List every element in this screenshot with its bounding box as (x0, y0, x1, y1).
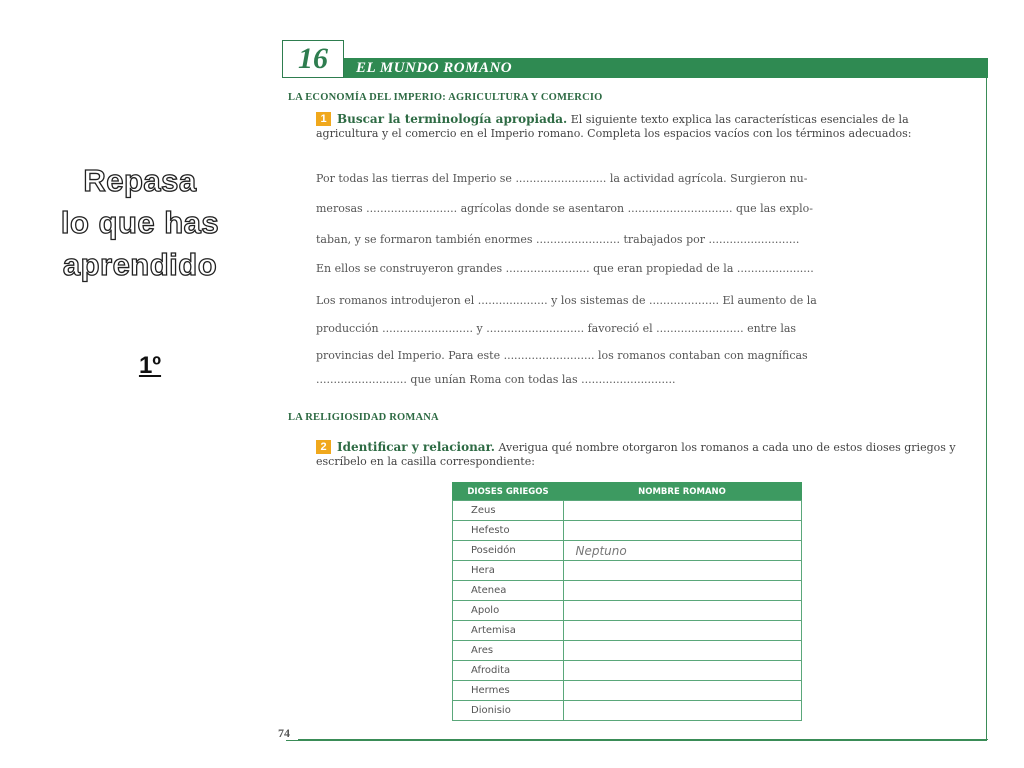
roman-name-cell[interactable] (563, 581, 802, 601)
exercise-2-title: Identificar y relacionar. (337, 440, 495, 454)
level-label: 1º (138, 352, 162, 379)
table-row (453, 561, 802, 581)
sidebar-title-line-1: Repasa (83, 163, 197, 198)
section-title-economy: LA ECONOMÍA DEL IMPERIO: AGRICULTURA Y COMERCIO (288, 92, 603, 103)
roman-name-cell[interactable] (563, 561, 802, 581)
greek-god-name: Ares (453, 641, 564, 661)
sidebar-title-line-2: lo que has (60, 205, 220, 240)
roman-name-cell[interactable] (563, 601, 802, 621)
roman-name-cell[interactable] (563, 621, 802, 641)
fill-line-8[interactable]: .......................... que unían Roma con todas las ........................... (316, 373, 676, 386)
table-row (453, 541, 802, 561)
exercise-1-instructions (316, 112, 956, 140)
table-row (453, 661, 802, 681)
fill-line-6[interactable]: producción .......................... y ............................ favoreció el ......................... entre las (316, 322, 797, 335)
unit-number: 16 (282, 40, 344, 78)
section-title-religion: LA RELIGIOSIDAD ROMANA (288, 412, 439, 423)
greek-god-name: Poseidón (453, 541, 564, 561)
page-number: 74 (278, 726, 290, 740)
table-row (453, 601, 802, 621)
fill-line-7[interactable]: provincias del Imperio. Para este .......................... los romanos contaban con magníficas (316, 349, 808, 362)
exercise-1-text: El siguiente texto explica las características esenciales de la agricultura y el comercio en el Imperio romano. Completa los espacios vacíos con los términos adecuados: (316, 113, 912, 140)
unit-header-bar (344, 58, 988, 78)
exercise-2-text: Averigua qué nombre otorgaron los romanos a cada uno de estos dioses griegos y escríbelo en la casilla correspondiente: (316, 441, 956, 468)
gods-table (452, 482, 802, 721)
worksheet-page (278, 40, 990, 740)
greek-god-name: Hera (453, 561, 564, 581)
fill-line-5[interactable]: Los romanos introdujeron el .................... y los sistemas de .................... El aumento de la (316, 294, 817, 307)
fill-line-2[interactable]: merosas .......................... agrícolas donde se asentaron .............................. que las explo- (316, 202, 813, 215)
roman-name-cell[interactable] (563, 681, 802, 701)
table-row (453, 621, 802, 641)
table-row (453, 701, 802, 721)
greek-god-name: Zeus (453, 501, 564, 521)
roman-name-cell[interactable]: Neptuno (563, 541, 802, 561)
greek-god-name: Dionisio (453, 701, 564, 721)
greek-god-name: Afrodita (453, 661, 564, 681)
roman-name-cell[interactable] (563, 521, 802, 541)
unit-title: EL MUNDO ROMANO (356, 60, 513, 76)
table-row (453, 681, 802, 701)
roman-name-cell[interactable] (563, 501, 802, 521)
fill-line-4[interactable]: En ellos se construyeron grandes ........................ que eran propiedad de la ...................... (316, 262, 814, 275)
exercise-2-instructions (316, 440, 956, 468)
greek-god-name: Atenea (453, 581, 564, 601)
column-header-greek: DIOSES GRIEGOS (453, 483, 564, 501)
fill-line-3[interactable]: taban, y se formaron también enormes ........................ trabajados por .......................... (316, 233, 800, 246)
greek-god-name: Hermes (453, 681, 564, 701)
roman-name-cell[interactable] (563, 701, 802, 721)
table-row (453, 501, 802, 521)
sidebar-title (40, 160, 240, 286)
sidebar-title-line-3: aprendido (62, 247, 218, 282)
exercise-1-title: Buscar la terminología apropiada. (337, 112, 568, 126)
fill-line-1[interactable]: Por todas las tierras del Imperio se .......................... la actividad agrícola. Surgieron nu- (316, 172, 808, 185)
table-row (453, 581, 802, 601)
exercise-1-badge: 1 (316, 112, 331, 126)
table-row (453, 641, 802, 661)
table-row (453, 521, 802, 541)
page-bottom-rule (298, 739, 988, 740)
roman-name-cell[interactable] (563, 641, 802, 661)
greek-god-name: Hefesto (453, 521, 564, 541)
greek-god-name: Artemisa (453, 621, 564, 641)
roman-name-cell[interactable] (563, 661, 802, 681)
greek-god-name: Apolo (453, 601, 564, 621)
exercise-2-badge: 2 (316, 440, 331, 454)
column-header-roman: NOMBRE ROMANO (563, 483, 802, 501)
